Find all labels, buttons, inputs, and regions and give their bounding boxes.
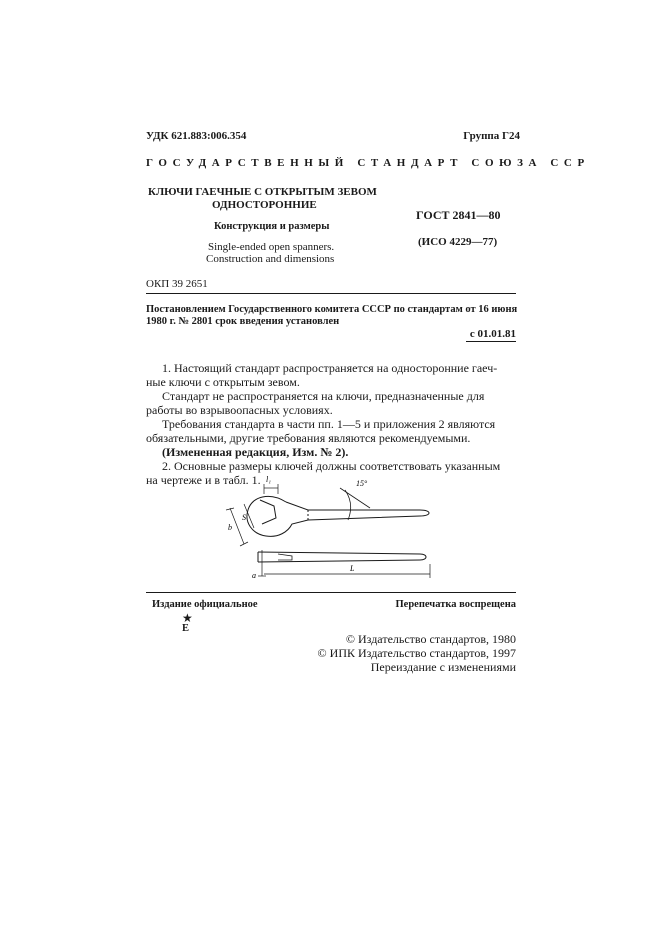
- standard-banner: ГОСУДАРСТВЕННЫЙ СТАНДАРТ СОЮЗА ССР: [146, 157, 590, 169]
- para-5-line-2: на чертеже и в табл. 1.: [146, 473, 261, 487]
- para-1-line-1: 1. Настоящий стандарт распространяется на односторонние гаеч-: [162, 361, 498, 375]
- para-4-amendment: (Измененная редакция, Изм. № 2).: [162, 445, 349, 459]
- dim-l1-label: l₁: [266, 475, 272, 484]
- title-line-1: КЛЮЧИ ГАЕЧНЫЕ С ОТКРЫТЫМ ЗЕВОМ: [148, 186, 377, 198]
- para-5-line-1: 2. Основные размеры ключей должны соответствовать указанным: [162, 459, 501, 473]
- date-underline: [466, 341, 516, 342]
- title-line-2: ОДНОСТОРОННИЕ: [212, 199, 317, 211]
- copyright-1980: © Издательство стандартов, 1980: [345, 632, 516, 646]
- dim-s-label: S: [242, 513, 246, 522]
- spanner-drawing: [200, 470, 450, 590]
- reissue-note: Переиздание с изменениями: [370, 660, 516, 674]
- divider-bottom: [146, 592, 516, 593]
- reprint-prohibited: Перепечатка воспрещена: [395, 599, 516, 610]
- decree-date: с 01.01.81: [469, 328, 516, 340]
- dim-a-label: a: [252, 571, 256, 580]
- udk-code: УДК 621.883:006.354: [146, 130, 247, 142]
- title-subtitle: Конструкция и размеры: [214, 221, 330, 232]
- decree-line-1: Постановлением Государственного комитета СССР по стандартам от 16 июня: [146, 304, 518, 315]
- gost-number: ГОСТ 2841—80: [416, 208, 501, 222]
- para-3-line-1: Требования стандарта в части пп. 1—5 и приложения 2 являются: [162, 417, 496, 431]
- para-3-line-2: обязательными, другие требования являются рекомендуемыми.: [146, 431, 471, 445]
- english-title-1: Single-ended open spanners.: [208, 241, 335, 253]
- copyright-1997: © ИПК Издательство стандартов, 1997: [317, 646, 516, 660]
- para-1-line-2: ные ключи с открытым зевом.: [146, 375, 300, 389]
- dim-b-label: b: [228, 523, 232, 532]
- iso-number: (ИСО 4229—77): [418, 236, 498, 248]
- official-edition: Издание официальное: [152, 599, 258, 610]
- star-icon: ★: [182, 611, 193, 625]
- para-2-line-2: работы во взрывоопасных условиях.: [146, 403, 333, 417]
- e-mark: Е: [182, 623, 190, 634]
- angle-label: 15°: [356, 479, 368, 488]
- dim-L-label: L: [350, 564, 355, 573]
- okp-code: ОКП 39 2651: [146, 278, 208, 290]
- group-code: Группа Г24: [463, 130, 520, 142]
- divider-top: [146, 293, 516, 294]
- english-title-2: Construction and dimensions: [206, 253, 335, 265]
- decree-line-2: 1980 г. № 2801 срок введения установлен: [146, 316, 340, 327]
- para-2-line-1: Стандарт не распространяется на ключи, предназначенные для: [162, 389, 485, 403]
